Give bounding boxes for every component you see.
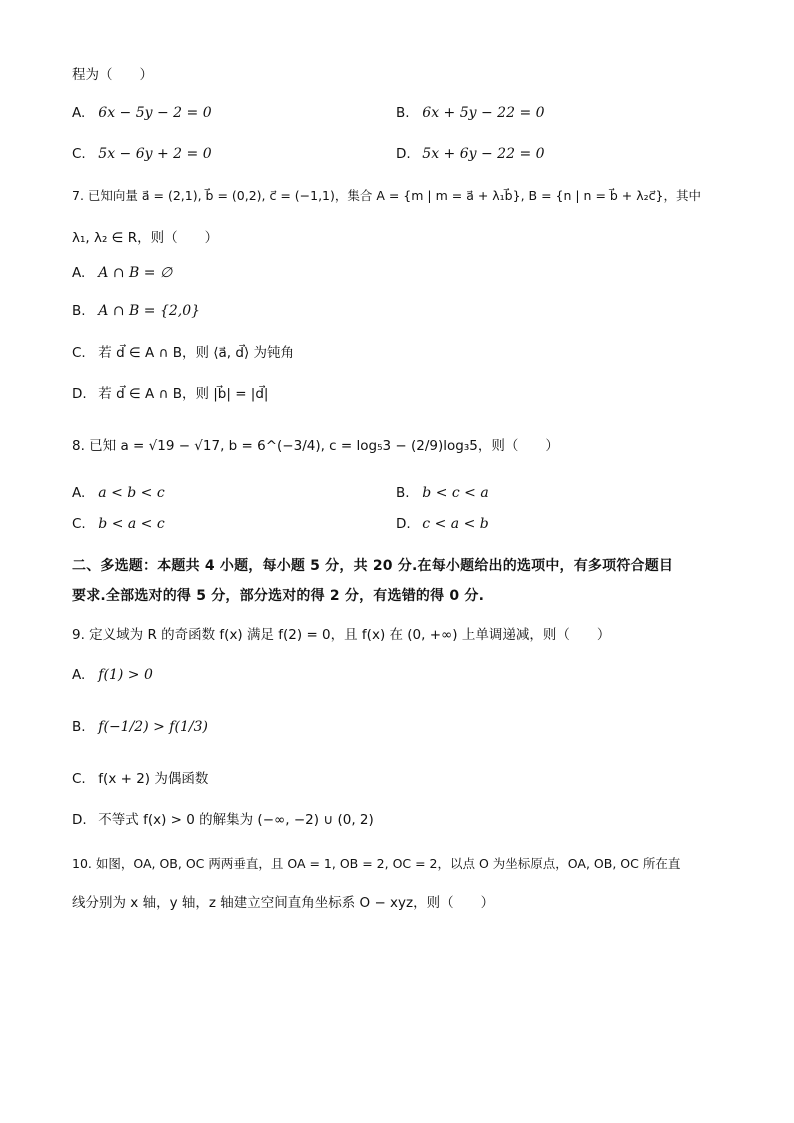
option-label: A. <box>72 485 86 501</box>
q7-stem-line2: λ₁, λ₂ ∈ R，则（ ） <box>72 230 219 246</box>
option-label: A. <box>72 265 86 281</box>
option-text: f(−1/2) > f(1/3) <box>98 719 208 735</box>
q10-stem-line2: 线分别为 x 轴，y 轴，z 轴建立空间直角坐标系 O − xyz，则（ ） <box>72 895 495 911</box>
option-label: C. <box>72 516 86 532</box>
option-label: D. <box>72 812 87 828</box>
option-label: D. <box>396 146 411 162</box>
q6-option-d <box>396 145 545 163</box>
option-label: D. <box>72 386 87 402</box>
q9-option-a <box>72 666 153 684</box>
option-text: c < a < b <box>422 516 489 532</box>
q9-stem: 9. 定义域为 R 的奇函数 f(x) 满足 f(2) = 0，且 f(x) 在 (0, +∞) 上单调递减，则（ ） <box>72 627 611 643</box>
option-label: B. <box>396 485 410 501</box>
q10-stem-line1: 10. 如图，OA, OB, OC 两两垂直，且 OA = 1, OB = 2, OC = 2，以点 O 为坐标原点，OA, OB, OC 所在直 <box>72 856 681 871</box>
q8-option-d <box>396 515 489 533</box>
q7-option-b <box>72 302 200 320</box>
q7-option-c <box>72 344 294 362</box>
option-label: A. <box>72 667 86 683</box>
option-label: B. <box>72 303 86 319</box>
q6-option-b <box>396 104 545 122</box>
q6-option-c <box>72 145 212 163</box>
option-text: A ∩ B = ∅ <box>98 265 173 281</box>
option-text: 若 d⃗ ∈ A ∩ B，则 ⟨a⃗, d⃗⟩ 为钝角 <box>98 345 295 361</box>
q8-option-a <box>72 484 165 502</box>
option-label: C. <box>72 345 86 361</box>
option-text: b < a < c <box>98 516 165 532</box>
q6-option-a <box>72 104 212 122</box>
option-label: A. <box>72 105 86 121</box>
option-text: 不等式 f(x) > 0 的解集为 (−∞, −2) ∪ (0, 2) <box>98 812 374 828</box>
option-label: B. <box>396 105 410 121</box>
option-text: 若 d⃗ ∈ A ∩ B，则 |b⃗| = |d⃗| <box>98 386 269 402</box>
option-text: f(x + 2) 为偶函数 <box>98 771 209 787</box>
q6-tail: 程为（ ） <box>72 67 153 83</box>
section-heading-line1: 二、多选题：本题共 4 小题，每小题 5 分，共 20 分.在每小题给出的选项中，有多项符合题目 <box>72 558 674 574</box>
option-label: B. <box>72 719 86 735</box>
q9-option-d <box>72 811 374 829</box>
option-text: 6x − 5y − 2 = 0 <box>98 105 212 121</box>
q8-option-b <box>396 484 489 502</box>
option-text: 5x + 6y − 22 = 0 <box>422 146 545 162</box>
q7-option-d <box>72 385 268 403</box>
option-text: a < b < c <box>98 485 165 501</box>
q8-option-c <box>72 515 165 533</box>
option-text: b < c < a <box>422 485 489 501</box>
option-label: D. <box>396 516 411 532</box>
q9-option-c <box>72 770 208 788</box>
q7-stem-line1: 7. 已知向量 a⃗ = (2,1), b⃗ = (0,2), c⃗ = (−1,1)，集合 A = {m | m = a⃗ + λ₁b⃗}, B = {n | n = b⃗ + λ₂c⃗}，其中 <box>72 188 701 203</box>
option-label: C. <box>72 771 86 787</box>
q7-option-a <box>72 264 172 282</box>
option-text: 6x + 5y − 22 = 0 <box>422 105 545 121</box>
option-text: 5x − 6y + 2 = 0 <box>98 146 212 162</box>
option-label: C. <box>72 146 86 162</box>
option-text: A ∩ B = {2,0} <box>98 303 201 319</box>
option-text: f(1) > 0 <box>98 667 153 683</box>
section-heading-line2: 要求.全部选对的得 5 分，部分选对的得 2 分，有选错的得 0 分. <box>72 588 485 604</box>
q8-stem: 8. 已知 a = √19 − √17, b = 6^(−3/4), c = log₅3 − (2/9)log₃5，则（ ） <box>72 438 559 454</box>
q9-option-b <box>72 718 208 736</box>
